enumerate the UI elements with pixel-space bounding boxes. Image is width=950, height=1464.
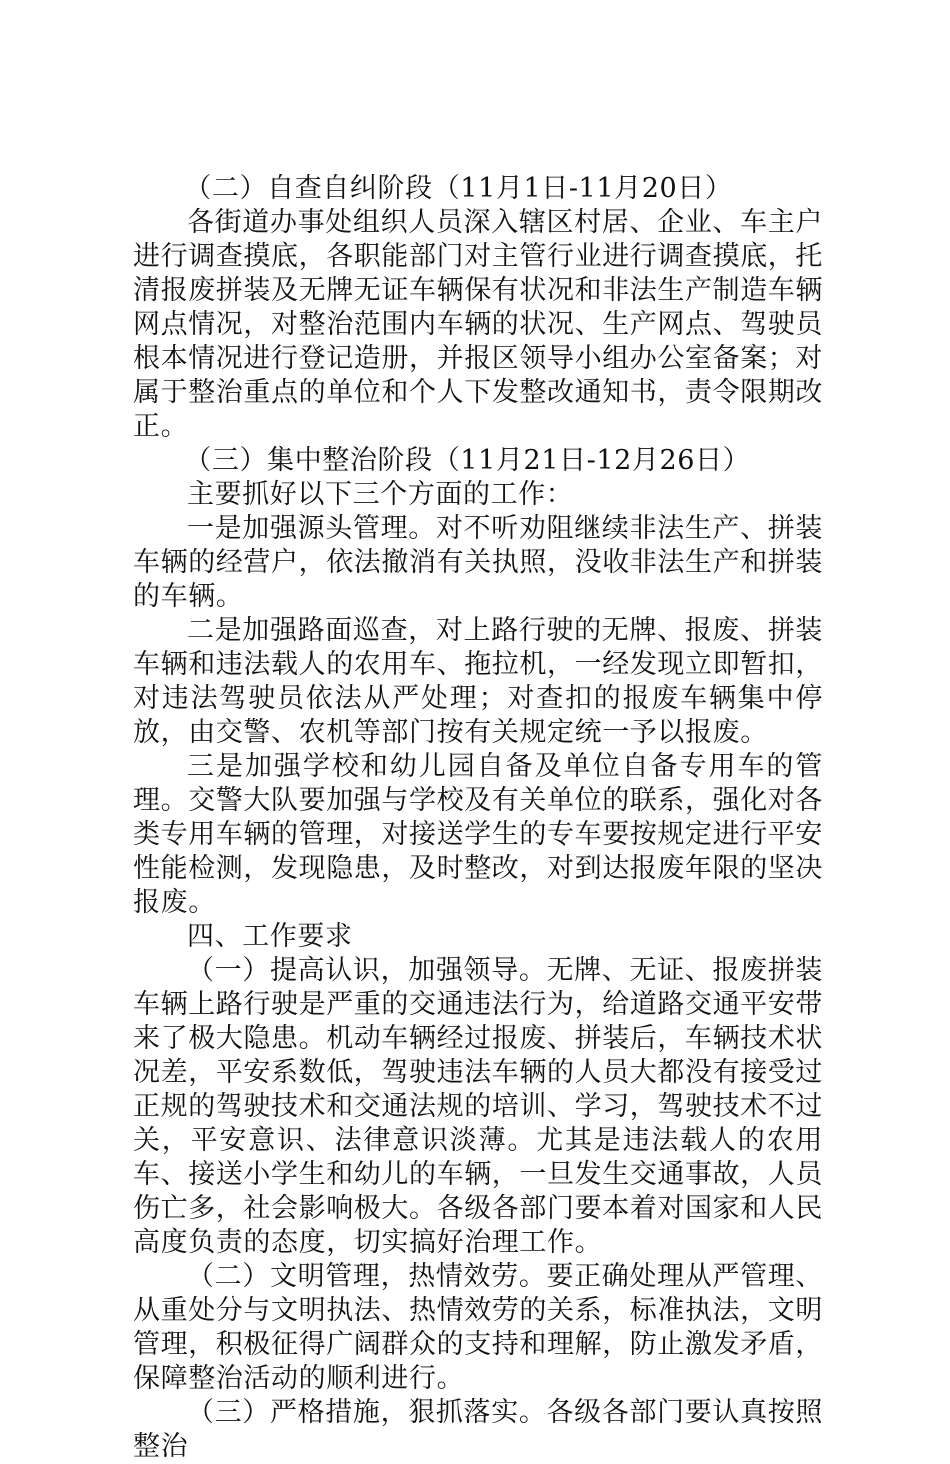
section-heading-work-requirements: 四、工作要求 bbox=[187, 921, 353, 952]
paragraph-self-inspection: 各街道办事处组织人员深入辖区村居、企业、车主户进行调查摸底，各职能部门对主管行业进行调查摸底，托清报废拼装及无牌无证车辆保有状况和非法生产制造车辆网点情况，对整治范围内车辆的状况、生产网点、驾驶员根本情况进行登记造册，并报区领导小组办公室备案；对属于整治重点的单位和个人下发整改通知书，责令限期改正。 bbox=[133, 207, 823, 442]
paragraph-civilized-management: （二）文明管理，热情效劳。要正确处理从严管理、从重处分与文明执法、热情效劳的关系，标准执法，文明管理，积极征得广阔群众的支持和理解，防止激发矛盾，保障整治活动的顺利进行。 bbox=[133, 1261, 823, 1394]
paragraph-source-management: 一是加强源头管理。对不听劝阻继续非法生产、拼装车辆的经营户，依法撤消有关执照，没收非法生产和拼装的车辆。 bbox=[133, 513, 823, 612]
paragraph-raise-awareness: （一）提高认识，加强领导。无牌、无证、报废拼装车辆上路行驶是严重的交通违法行为，给道路交通平安带来了极大隐患。机动车辆经过报废、拼装后，车辆技术状况差，平安系数低，驾驶违法车辆的人员大都没有接受过正规的驾驶技术和交通法规的培训、学习，驾驶技术不过关，平安意识、法律意识淡薄。尤其是违法载人的农用车、接送小学生和幼儿的车辆，一旦发生交通事故，人员伤亡多，社会影响极大。各级各部门要本着对国家和人民高度负责的态度，切实搞好治理工作。 bbox=[133, 955, 823, 1258]
paragraph-strict-measures: （三）严格措施，狠抓落实。各级各部门要认真按照整治 bbox=[133, 1397, 823, 1462]
section-heading-self-inspection: （二）自查自纠阶段（11月1日-11月20日） bbox=[184, 173, 733, 204]
section-heading-concentrated-rectification: （三）集中整治阶段（11月21日-12月26日） bbox=[184, 445, 751, 476]
paragraph-road-patrol: 二是加强路面巡查，对上路行驶的无牌、报废、拼装车辆和违法载人的农用车、拖拉机，一经发现立即暂扣，对违法驾驶员依法从严处理；对查扣的报废车辆集中停放，由交警、农机等部门按有关规定统一予以报废。 bbox=[133, 615, 823, 748]
paragraph-school-vehicles: 三是加强学校和幼儿园自备及单位自备专用车的管理。交警大队要加强与学校及有关单位的联系，强化对各类专用车辆的管理，对接送学生的专车要按规定进行平安性能检测，发现隐患，及时整改，对到达报废年限的坚决报废。 bbox=[133, 751, 823, 918]
paragraph-three-aspects-intro: 主要抓好以下三个方面的工作： bbox=[187, 479, 574, 510]
document-body bbox=[133, 172, 823, 1464]
